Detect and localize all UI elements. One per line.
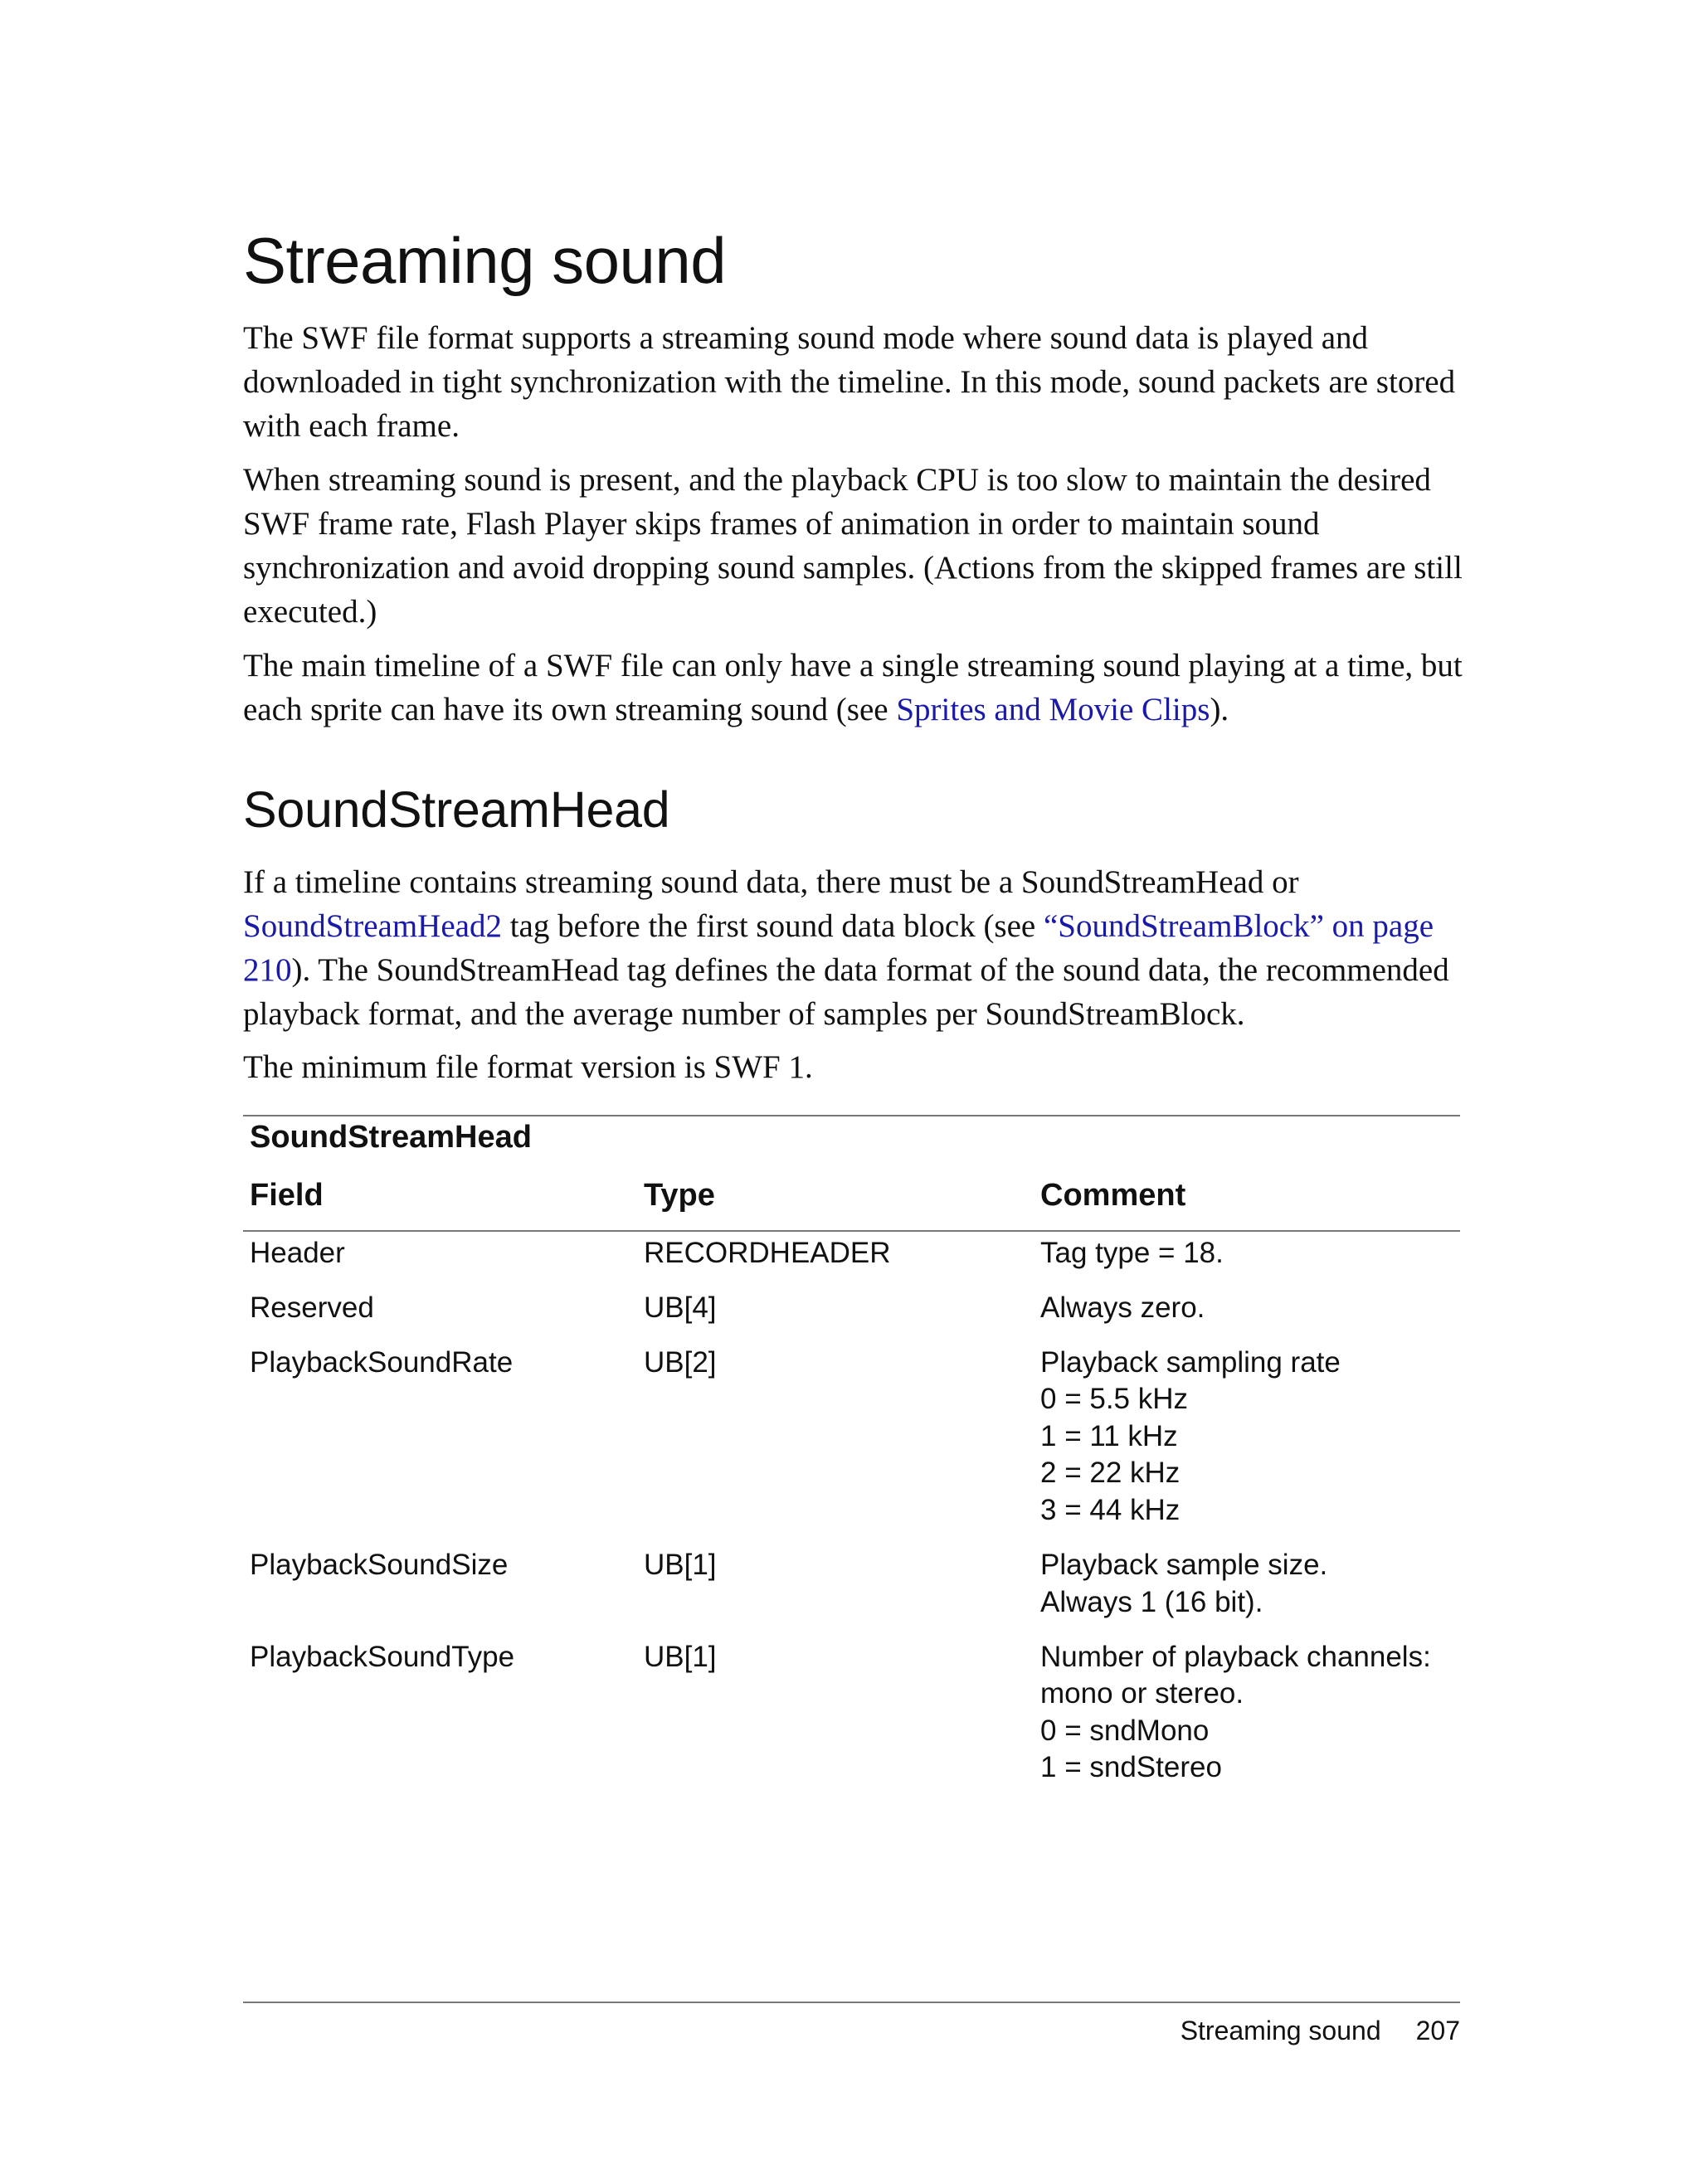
comment-line: Number of playback channels: — [1040, 1641, 1431, 1673]
type-cell: UB[4] — [644, 1291, 717, 1324]
comment-line: 3 = 44 kHz — [1040, 1494, 1181, 1526]
soundstreamblock-link[interactable]: “SoundStreamBlock” on page 210 — [243, 908, 1434, 988]
comment-line: Always 1 (16 bit). — [1040, 1586, 1263, 1618]
comment-line: mono or stereo. — [1040, 1677, 1244, 1710]
sprites-movie-clips-link[interactable]: Sprites and Movie Clips — [896, 692, 1210, 727]
paragraph-text: ). The SoundStreamHead tag defines the data format of the sound data, the recommended playback format, and the average number of samples per SoundStreamBlock. — [243, 952, 1449, 1032]
document-page — [243, 0, 1463, 2184]
paragraph-text: ). — [1210, 692, 1229, 727]
column-header-field: Field — [250, 1178, 324, 1213]
paragraph-soundstreamhead — [243, 860, 1467, 1036]
page-title: Streaming sound — [243, 224, 727, 297]
table-header-rule — [243, 1230, 1460, 1232]
paragraph-text: tag before the first sound data block (see — [501, 908, 1044, 944]
field-cell: Reserved — [250, 1291, 374, 1324]
comment-line: Playback sampling rate — [1040, 1346, 1341, 1379]
column-header-type: Type — [644, 1178, 715, 1213]
comment-line: 0 = sndMono — [1040, 1715, 1210, 1747]
paragraph-intro: The SWF file format supports a streaming sound mode where sound data is played and downloaded in tight synchronization with the timeline. In this mode, sound packets are stored with each frame. — [243, 320, 1456, 444]
type-cell: UB[2] — [644, 1346, 717, 1379]
column-header-comment: Comment — [1040, 1178, 1186, 1213]
page-footer — [1181, 2014, 1460, 2047]
field-cell: PlaybackSoundType — [250, 1641, 515, 1673]
page-number: 207 — [1415, 2016, 1460, 2045]
comment-line: Tag type = 18. — [1040, 1237, 1224, 1269]
footer-rule — [243, 2002, 1460, 2003]
field-cell: Header — [250, 1237, 345, 1269]
paragraph-min-version: The minimum file format version is SWF 1. — [243, 1049, 813, 1085]
type-cell: RECORDHEADER — [644, 1237, 891, 1269]
table-title: SoundStreamHead — [250, 1120, 532, 1155]
paragraph-frame-skipping: When streaming sound is present, and the playback CPU is too slow to maintain the desired SWF frame rate, Flash Player skips frames of animation in order to maintain sound synchronization and avoid dropping sound samples. (Actions from the skipped frames are still executed.) — [243, 462, 1463, 630]
type-cell: UB[1] — [644, 1641, 717, 1673]
comment-line: 0 = 5.5 kHz — [1040, 1383, 1189, 1415]
paragraph-text: If a timeline contains streaming sound data, there must be a SoundStreamHead or — [243, 864, 1299, 900]
paragraph-text: The main timeline of a SWF file can only have a single streaming sound playing at a time, but each sprite can have its own streaming sound (see — [243, 648, 1463, 727]
paragraph-timeline — [243, 644, 1467, 732]
type-cell: UB[1] — [644, 1549, 717, 1581]
section-heading: SoundStreamHead — [243, 781, 670, 838]
comment-line: 1 = 11 kHz — [1040, 1420, 1178, 1452]
soundstreamhead2-link[interactable]: SoundStreamHead2 — [243, 908, 502, 944]
comment-line: 2 = 22 kHz — [1040, 1457, 1181, 1489]
field-cell: PlaybackSoundSize — [250, 1549, 509, 1581]
comment-line: 1 = sndStereo — [1040, 1751, 1222, 1783]
footer-section-title: Streaming sound — [1180, 2016, 1381, 2045]
field-cell: PlaybackSoundRate — [250, 1346, 514, 1379]
table-top-rule — [243, 1115, 1460, 1116]
comment-line: Playback sample size. — [1040, 1549, 1328, 1581]
comment-line: Always zero. — [1040, 1291, 1205, 1324]
